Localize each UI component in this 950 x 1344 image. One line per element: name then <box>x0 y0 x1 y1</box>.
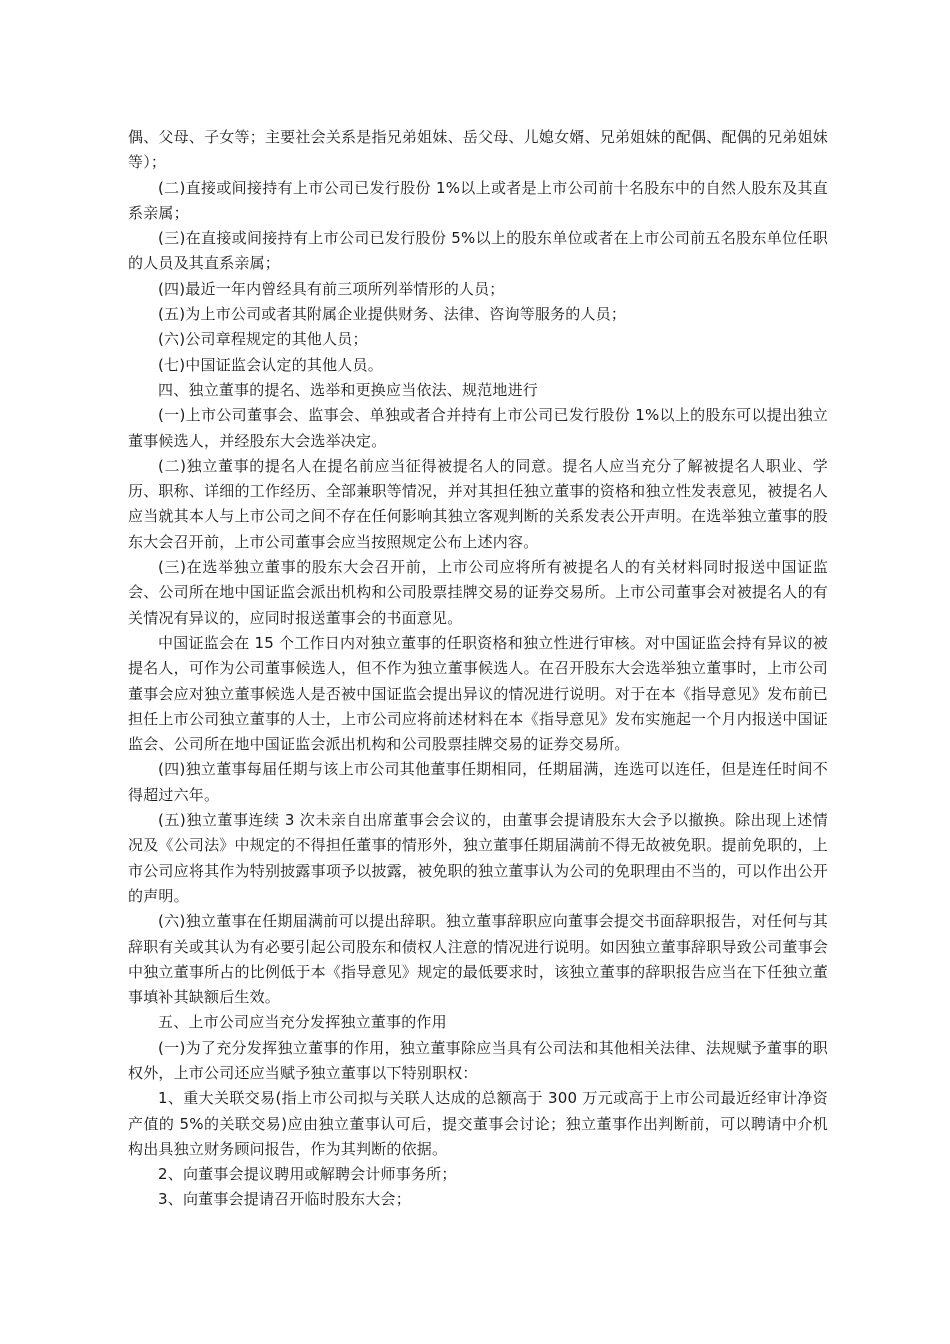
paragraph: 偶、父母、子女等；主要社会关系是指兄弟姐妹、岳父母、儿媳女婿、兄弟姐妹的配偶、配偶的兄弟姐妹等）； <box>128 128 828 172</box>
paragraph: (一)为了充分发挥独立董事的作用，独立董事除应当具有公司法和其他相关法律、法规赋予董事的职权外，上市公司还应当赋予独立董事以下特别职权： <box>128 1038 828 1082</box>
paragraph: (七)中国证监会认定的其他人员。 <box>158 355 383 374</box>
paragraph: 1、重大关联交易(指上市公司拟与关联人达成的总额高于 300 万元或高于上市公司最近经审计净资产值的 5%的关联交易)应由独立董事认可后，提交董事会讨论；独立董事作出判断前，可以聘请中介机构出具独立财务顾问报告，作为其判断的依据。 <box>128 1089 828 1158</box>
paragraph: (四)最近一年内曾经具有前三项所列举情形的人员； <box>158 279 505 298</box>
paragraph: 2、向董事会提议聘用或解聘会计师事务所； <box>158 1165 457 1184</box>
paragraph: (五)为上市公司或者其附属企业提供财务、法律、咨询等服务的人员； <box>158 305 627 324</box>
paragraph: 3、向董事会提请召开临时股东大会； <box>158 1190 411 1209</box>
paragraph: (六)公司章程规定的其他人员； <box>158 330 368 349</box>
paragraph: (二)独立董事的提名人在提名前应当征得被提名人的同意。提名人应当充分了解被提名人职业、学历、职称、详细的工作经历、全部兼职等情况，并对其担任独立董事的资格和独立性发表意见，被提名人应当就其本人与上市公司之间不存在任何影响其独立客观判断的关系发表公开声明。在选举独立董事的股东大会召开前，上市公司董事会应当按照规定公布上述内容。 <box>128 456 828 551</box>
section-heading: 五、上市公司应当充分发挥独立董事的作用 <box>158 1013 447 1032</box>
paragraph: (六)独立董事在任期届满前可以提出辞职。独立董事辞职应向董事会提交书面辞职报告，对任何与其辞职有关或其认为有必要引起公司股东和债权人注意的情况进行说明。如因独立董事辞职导致公司董事会中独立董事所占的比例低于本《指导意见》规定的最低要求时，该独立董事的辞职报告应当在下任独立董事填补其缺额后生效。 <box>128 912 828 1007</box>
paragraph: (一)上市公司董事会、监事会、单独或者合并持有上市公司已发行股份 1%以上的股东可以提出独立董事候选人，并经股东大会选举决定。 <box>128 406 828 450</box>
paragraph: (二)直接或间接持有上市公司已发行股份 1%以上或者是上市公司前十名股东中的自然人股东及其直系亲属； <box>128 178 828 222</box>
paragraph: (四)独立董事每届任期与该上市公司其他董事任期相同，任期届满，连选可以连任，但是连任时间不得超过六年。 <box>128 760 828 804</box>
paragraph: (五)独立董事连续 3 次未亲自出席董事会会议的，由董事会提请股东大会予以撤换。除出现上述情况及《公司法》中规定的不得担任董事的情形外，独立董事任期届满前不得无故被免职。提前免职的，上市公司应将其作为特别披露事项予以披露，被免职的独立董事认为公司的免职理由不当的，可以作出公开的声明。 <box>128 811 828 905</box>
document-body <box>128 125 828 1213</box>
paragraph: 中国证监会在 15 个工作日内对独立董事的任职资格和独立性进行审核。对中国证监会持有异议的被提名人，可作为公司董事候选人，但不作为独立董事候选人。在召开股东大会选举独立董事时，上市公司董事会应对独立董事候选人是否被中国证监会提出异议的情况进行说明。对于在本《指导意见》发布前已担任上市公司独立董事的人士，上市公司应将前述材料在本《指导意见》发布实施起一个月内报送中国证监会、公司所在地中国证监会派出机构和公司股票挂牌交易的证券交易所。 <box>128 633 828 754</box>
section-heading: 四、独立董事的提名、选举和更换应当依法、规范地进行 <box>158 380 539 399</box>
paragraph: (三)在选举独立董事的股东大会召开前，上市公司应将所有被提名人的有关材料同时报送中国证监会、公司所在地中国证监会派出机构和公司股票挂牌交易的证券交易所。上市公司董事会对被提名人的有关情况有异议的，应同时报送董事会的书面意见。 <box>128 558 828 627</box>
paragraph: (三)在直接或间接持有上市公司已发行股份 5%以上的股东单位或者在上市公司前五名股东单位任职的人员及其直系亲属； <box>128 229 828 273</box>
